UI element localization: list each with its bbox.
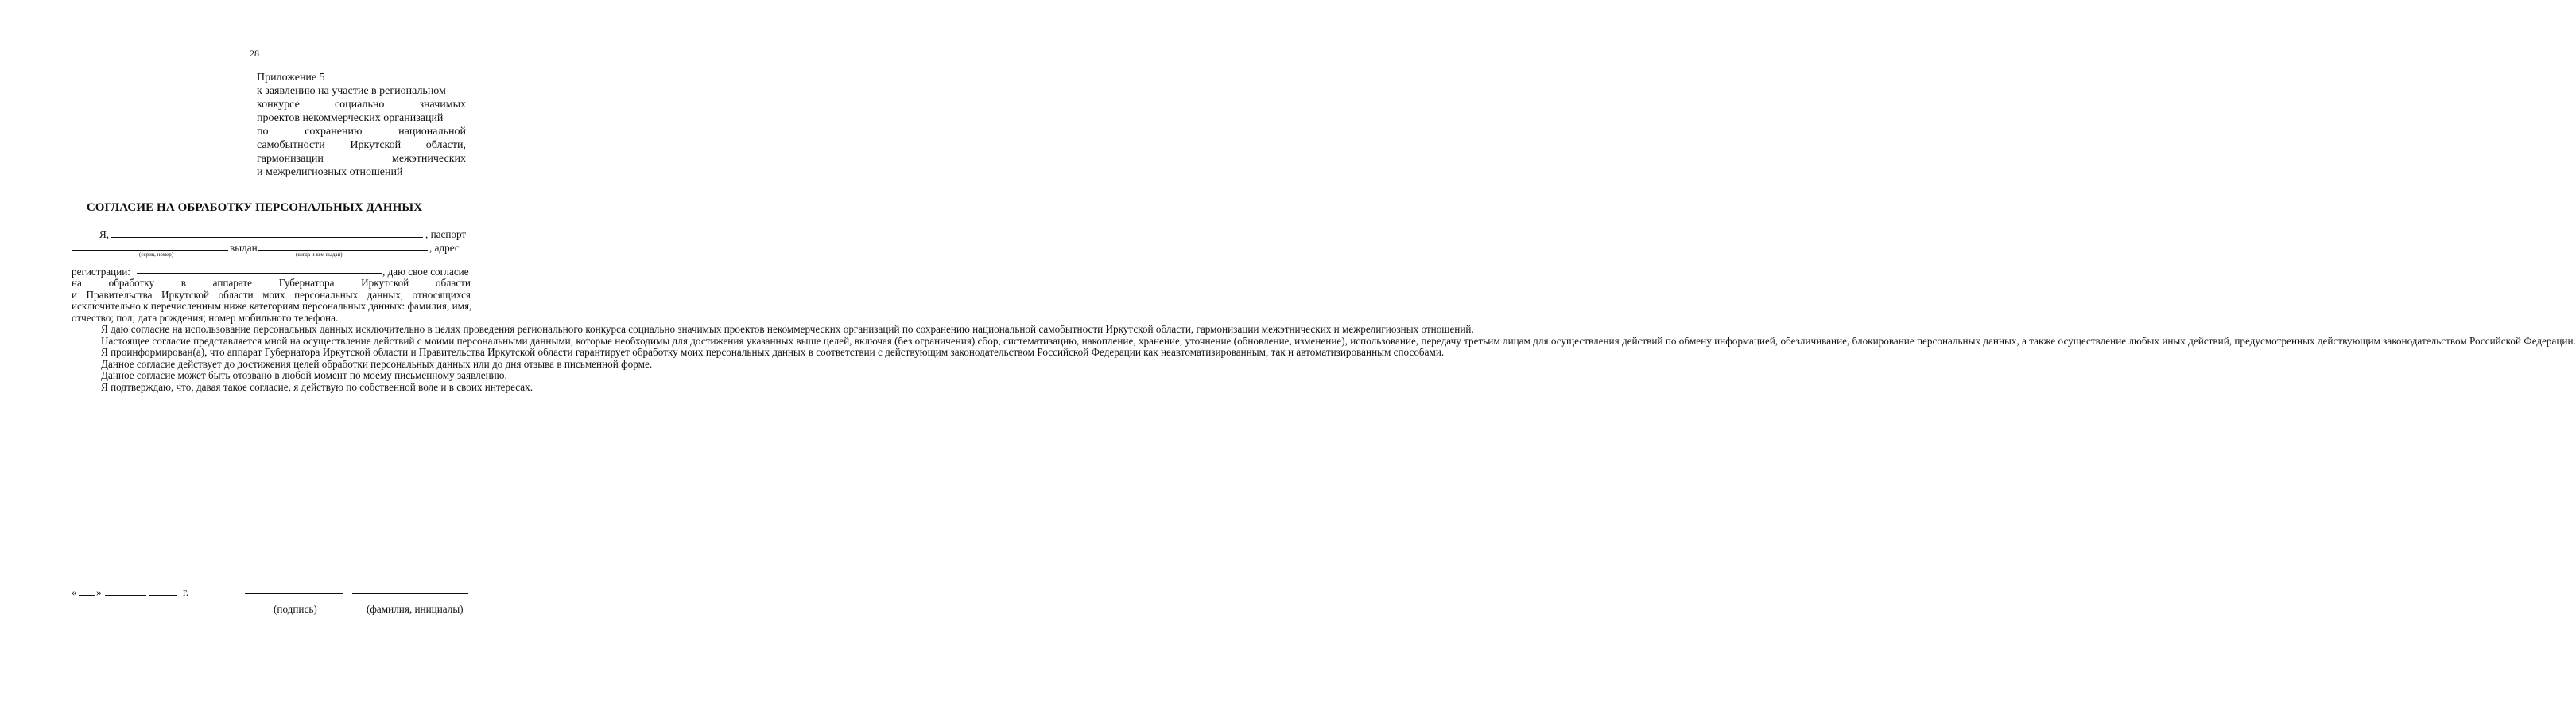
date-month-field[interactable] [105, 586, 146, 596]
annex-line: к заявлению на участие в региональном [257, 85, 446, 97]
paragraph-informed: Я проинформирован(а), что аппарат Губернатора Иркутской области и Правительства Иркутской области гарантирует обработку моих персональных данных в соответствии с действующим законодательством Российской Федерации как неавтоматизированным, так и автоматизированным способами. [101, 346, 1445, 358]
date-day-field[interactable] [79, 586, 95, 596]
year-suffix: г. [183, 586, 189, 598]
annex-line: по сохранению национальной [257, 126, 466, 138]
full-name-field[interactable] [111, 228, 423, 238]
paragraph-line: отчество; пол; дата рождения; номер мобильного телефона. [72, 311, 339, 324]
annex-line: самобытности Иркутской области, [257, 139, 466, 151]
annex-title: Приложение 5 [257, 72, 325, 84]
document-title: СОГЛАСИЕ НА ОБРАБОТКУ ПЕРСОНАЛЬНЫХ ДАННЫХ [86, 201, 423, 214]
name-caption: (фамилия, инициалы) [367, 603, 464, 615]
signature-field[interactable] [245, 593, 343, 594]
issued-label: выдан [230, 242, 258, 254]
registration-address-field[interactable] [137, 263, 382, 274]
paragraph-line: и Правительства Иркутской области моих персональных данных, относящихся [72, 288, 471, 301]
date-close-quote: » [96, 586, 102, 598]
i-label: Я, [99, 228, 110, 240]
date-open-quote: « [72, 586, 77, 598]
paragraph-usage: Я даю согласие на использование персональных данных исключительно в целях проведения регионального конкурса социально значимых проектов некоммерческих организаций по сохранению национальной самобытности Иркутской области, гармонизации межэтнических и межрелигиозных отношений. [101, 323, 1474, 335]
annex-line: и межрелигиозных отношений [257, 166, 403, 178]
consent-body [72, 277, 2576, 393]
page-number: 28 [250, 48, 259, 59]
when-whom-hint: (когда и кем выдан) [296, 251, 343, 258]
annex-line: проектов некоммерческих организаций [257, 112, 444, 124]
annex-line: конкурсе социально значимых [257, 99, 466, 111]
registration-label: регистрации: [72, 266, 130, 278]
paragraph-actions: Настоящее согласие представляется мной на осуществление действий с моими персональными данными, которые необходимы для достижения указанных выше целей, включая (без ограничения) сбор, систематизацию, накопление, хранение, уточнение (обновление, изменение), использование, передачу третьим лицам для осуществления действий по обмену информацией, обезличивание, блокирование персональных данных, а также осуществление любых иных действий, предусмотренных действующим законодательством Российской Федерации. [101, 334, 2576, 347]
annex-line: гармонизации межэтнических [257, 153, 466, 165]
name-line [99, 228, 109, 241]
passport-series-field[interactable] [72, 240, 228, 251]
passport-issued-field[interactable] [258, 240, 428, 251]
passport-label: , паспорт [425, 228, 467, 240]
annex-block [257, 71, 466, 179]
paragraph-line: на обработку в аппарате Губернатора Иркутской области [72, 277, 471, 289]
series-hint: (серия, номер) [139, 251, 174, 258]
paragraph-line: исключительно к перечисленным ниже категориям персональных данных: фамилия, имя, [72, 300, 472, 312]
paragraph-confirmation: Я подтверждаю, что, давая такое согласие, я действую по собственной воле и в своих интересах. [101, 380, 533, 393]
signature-caption: (подпись) [274, 603, 317, 615]
paragraph-revocation: Данное согласие может быть отозвано в любой момент по моему письменному заявлению. [101, 369, 507, 381]
date-year-field[interactable] [149, 586, 177, 596]
paragraph-validity: Данное согласие действует до достижения целей обработки персональных данных или до дня отзыва в письменной форме. [101, 357, 653, 370]
full-name-initials-field[interactable] [352, 593, 468, 594]
address-label: , адрес [429, 242, 460, 254]
consent-tail: , даю свое согласие [382, 266, 469, 278]
